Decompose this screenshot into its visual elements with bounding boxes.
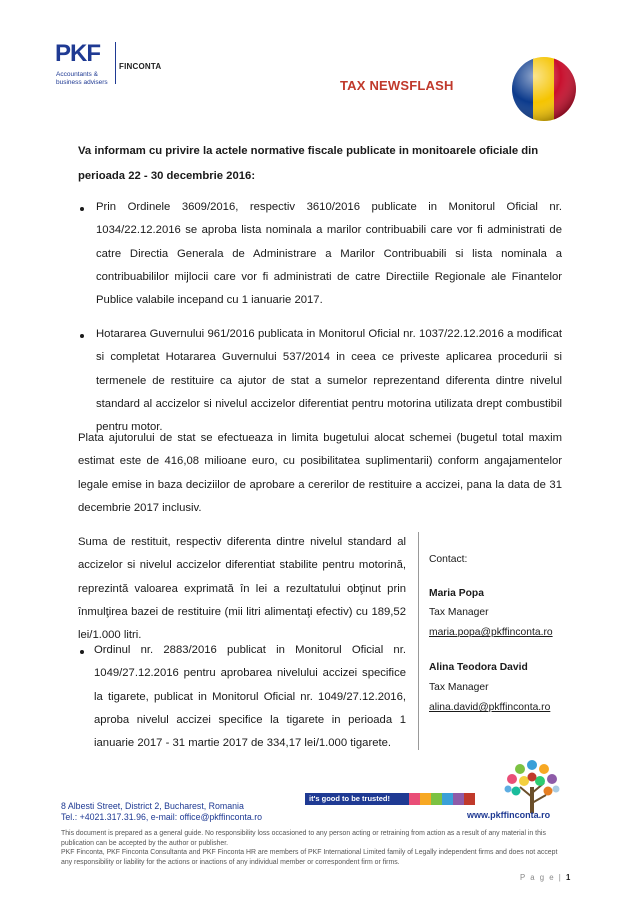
slogan-text: it's good to be trusted! xyxy=(305,793,409,805)
slogan-bar xyxy=(305,793,475,805)
state-aid-paragraph: Plata ajutorului de stat se efectueaza in limita bugetului alocat schemei (bugetul total maxim estimat este de 416,08 milioane euro, cu posibilitatea suplimentarii) conform angajamentelor legale emise in baza deciziilor de aprobare a cererilor de restituire a accizei, pana la data de 31 decembrie 2017 inclusiv. xyxy=(78,432,562,514)
page-number xyxy=(520,873,570,882)
disclaimer xyxy=(61,829,566,867)
address-line: 8 Albesti Street, District 2, Bucharest, Romania xyxy=(61,801,244,811)
tree-icon xyxy=(500,757,564,815)
logo-partner: FINCONTA xyxy=(119,62,162,71)
contact-email-1[interactable]: maria.popa@pkffinconta.ro xyxy=(429,627,553,638)
bullet-dot xyxy=(80,207,84,211)
logo-brand: PKF xyxy=(55,40,100,67)
disclaimer-line-1: This document is prepared as a general guide. No responsibility loss occasioned to any person acting or retraining from action as a result of any material in this publication can be accepted by the author or publisher. xyxy=(61,830,546,847)
slogan-bar-segment xyxy=(453,793,464,805)
intro-text: Va informam cu privire la actele normative fiscale publicate in monitoarele oficiale din perioada 22 - 30 decembrie 2016: xyxy=(78,145,539,182)
romania-flag-globe-icon xyxy=(512,57,576,121)
website-link[interactable]: www.pkffinconta.ro xyxy=(467,810,551,820)
page-title: TAX NEWSFLASH xyxy=(340,78,454,93)
pkf-finconta-logo xyxy=(55,38,165,94)
logo-tagline xyxy=(56,71,108,87)
slogan-bar-segment xyxy=(409,793,420,805)
footer-address xyxy=(61,801,262,823)
contact-role-1: Tax Manager xyxy=(429,607,489,618)
logo-separator xyxy=(115,42,116,84)
contact-label: Contact: xyxy=(429,554,468,565)
slogan-bar-segment xyxy=(464,793,475,805)
bullet-item-1: Prin Ordinele 3609/2016, respectiv 3610/2016 publicate in Monitorul Oficial nr. 1034/22.12.2016 se aproba lista nominala a marilor contribuabili care vor fi administrati de catre Directia Generala de Administrare a Marilor Contribuabili si lista nominala a contribuabililor mijlocii care vor fi administrati de catre Directiile Regionale ale Finantelor Publice valabile incepand cu 1 ianuarie 2017. xyxy=(96,201,562,307)
refund-paragraph: Suma de restituit, respectiv diferenta dintre nivelul standard al accizelor si nivelul accizelor diferentiat stabilite pentru motorină, reprezintă valoarea exprimată în lei a rezultatului obţinut prin înmulţirea bazei de restituire (mii litri alimentaţi efectiv) cu 189,52 lei/1.000 litri. xyxy=(78,536,406,642)
contact-name-1: Maria Popa xyxy=(429,588,484,599)
contact-name-2: Alina Teodora David xyxy=(429,662,528,673)
slogan-bar-segment xyxy=(431,793,442,805)
contact-email-2[interactable]: alina.david@pkffinconta.ro xyxy=(429,702,551,713)
page-label: P a g e | xyxy=(520,873,563,882)
contact-role-2: Tax Manager xyxy=(429,682,489,693)
disclaimer-line-2: PKF Finconta, PKF Finconta Consultanta and PKF Finconta HR are members of PKF International Limited family of Legally independent firms and does not accept any responsibility or liability for the actions or inactions of any individual member or correspondent firm or firms. xyxy=(61,849,558,866)
slogan-bar-segment xyxy=(442,793,453,805)
logo-tagline-line-2: business advisers xyxy=(56,79,108,86)
bullet-dot xyxy=(80,334,84,338)
contact-line: Tel.: +4021.317.31.96, e-mail: office@pkffinconta.ro xyxy=(61,812,263,822)
contact-divider xyxy=(418,532,419,750)
bullet-dot xyxy=(80,650,84,654)
slogan-bar-segment xyxy=(420,793,431,805)
bullet-item-2: Hotararea Guvernului 961/2016 publicata in Monitorul Oficial nr. 1037/22.12.2016 a modificat si completat Hotararea Guvernului 537/2014 in ceea ce priveste aplicarea procedurii si termenele de restituire ca ajutor de stat a sumelor reprezentand diferenta dintre nivelul standard al accizelor si nivelul accizelor diferentiat pentru motorina utilizata drept combustibil pentru motor. xyxy=(96,328,562,434)
excise-order-bullet: Ordinul nr. 2883/2016 publicat in Monitorul Oficial nr. 1049/27.12.2016 pentru aprobarea nivelului accizei specifice la tigarete, publicat in Monitorul Oficial nr. 1049/27.12.2016, aproba nivelul accizei specifice la tigarete in perioada 1 ianuarie 2017 - 31 martie 2017 de 334,17 lei/1.000 tigarete. xyxy=(94,644,406,750)
page-number-value: 1 xyxy=(565,873,571,882)
logo-tagline-line-1: Accountants & xyxy=(56,71,98,78)
